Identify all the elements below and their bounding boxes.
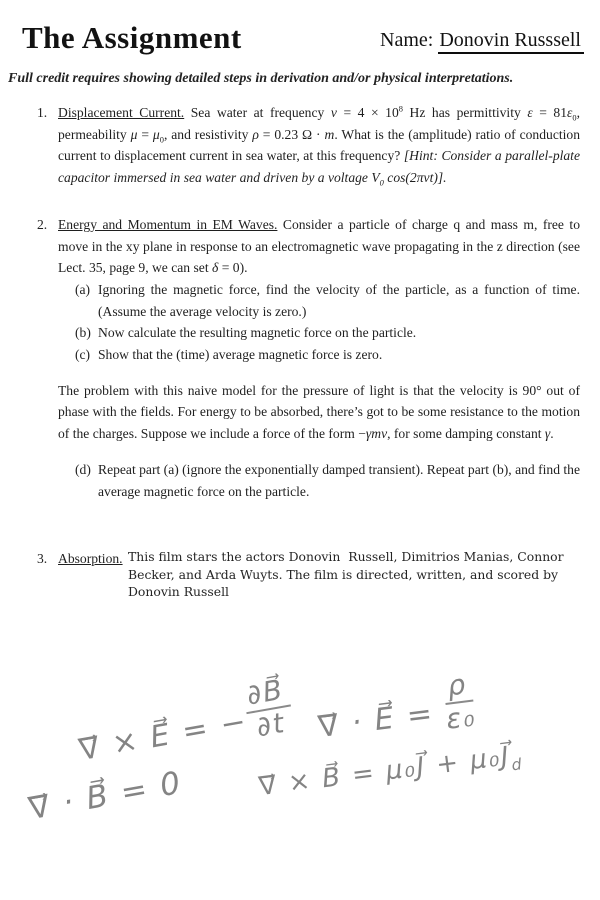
problem-2-item-d: [75, 459, 580, 502]
curl-E-lhs: ∇⃗ × E⃗ = −: [76, 703, 251, 768]
item-a-text: Ignoring the magnetic force, find the velocity of the particle, as a function of time. (Assume the average velocity is zero.): [98, 281, 580, 319]
problem-1: [22, 102, 580, 189]
problem-3-line: Becker, and Arda Wuyts. The film is directed, written, and scored by: [128, 566, 559, 582]
fraction-numerator: ρ: [442, 670, 473, 705]
problem-3-content: [58, 548, 580, 601]
problem-2-paragraph: The problem with this naive model for the pressure of light is that the velocity is 90° out of phase with the fields. For energy to be absorbed, there’s got to be some resistance to the motion of the charges. Suppose we include a force of the form −γmv, for some damping constant γ.: [58, 382, 580, 442]
item-a-label: (a): [75, 281, 91, 297]
problem-3-title: Absorption.: [58, 551, 123, 567]
fraction-denominator: ε₀: [444, 699, 479, 736]
fraction-numerator: ∂B⃗: [241, 675, 291, 714]
item-b-label: (b): [75, 325, 91, 341]
problem-2-number: 2.: [37, 216, 48, 232]
div-E-lhs: ∇⃗ · E⃗ =: [316, 694, 448, 745]
problem-3-body: [128, 548, 580, 601]
problem-3-line: This film stars the actors Donovin Russell, Dimitrios Manias, Connor: [128, 549, 564, 565]
dB-dt-fraction: [241, 672, 296, 744]
fraction-denominator: ∂t: [253, 705, 289, 744]
problem-2: [22, 214, 580, 502]
div-B-text: ∇⃗ · B⃗ = 0: [26, 764, 185, 828]
item-b-text: Now calculate the resulting magnetic force on the particle.: [98, 325, 417, 341]
instruction-line: Full credit requires showing detailed steps in derivation and/or physical interpretations.: [8, 71, 514, 86]
handwritten-curl-E-equation: [74, 672, 297, 782]
item-d-label: (d): [75, 461, 91, 477]
name-value: Donovin Russsell: [438, 29, 584, 54]
problem-3-number: 3.: [37, 551, 48, 567]
problem-2-item-c: [75, 344, 580, 366]
name-label: Name:: [380, 29, 434, 51]
item-c-text: Show that the (time) average magnetic force is zero.: [98, 347, 383, 363]
problem-3-line: Donovin Russell: [128, 584, 230, 600]
name-line: [380, 29, 584, 52]
item-d-text: Repeat part (a) (ignore the exponentially damped transient). Repeat part (b), and find the average magnetic force on the particle.: [98, 461, 581, 499]
curl-B-text: ∇⃗ × B⃗ = μ₀J⃗ + μ₀J⃗: [257, 741, 513, 803]
problem-2-text: Energy and Momentum in EM Waves. Consider a particle of charge q and mass m, free to move in the xy plane in response to an electromagnetic wave propagating in the z direction (see Lect. 35, page 9, we can set δ = 0).: [58, 216, 580, 276]
header: [0, 0, 600, 56]
problem-2-item-a: [75, 279, 580, 322]
rho-eps0-fraction: [441, 667, 479, 736]
problem-2-item-b: [75, 322, 580, 344]
problem-1-number: 1.: [37, 105, 48, 120]
page-title: The Assignment: [22, 20, 242, 55]
problem-3: [22, 548, 580, 601]
problem-1-text: Displacement Current. Sea water at frequency $\nu = 4 \times 10^8$ Hz has permittivity $\varepsilon = 81\varepsilon_0$, permeability $\mu = \mu_0$, and resistivity ρ = 0.23 Ω · m. What is the (amplitude) ratio of conduction current to displacement current in sea water, at this frequency? [Hint: Consider a parallel-plate capacitor immersed in sea water and driven by a voltage $V_0$ cos(2πνt)].: [58, 103, 580, 188]
item-c-label: (c): [75, 347, 91, 363]
curl-B-subscript: d: [510, 755, 525, 775]
